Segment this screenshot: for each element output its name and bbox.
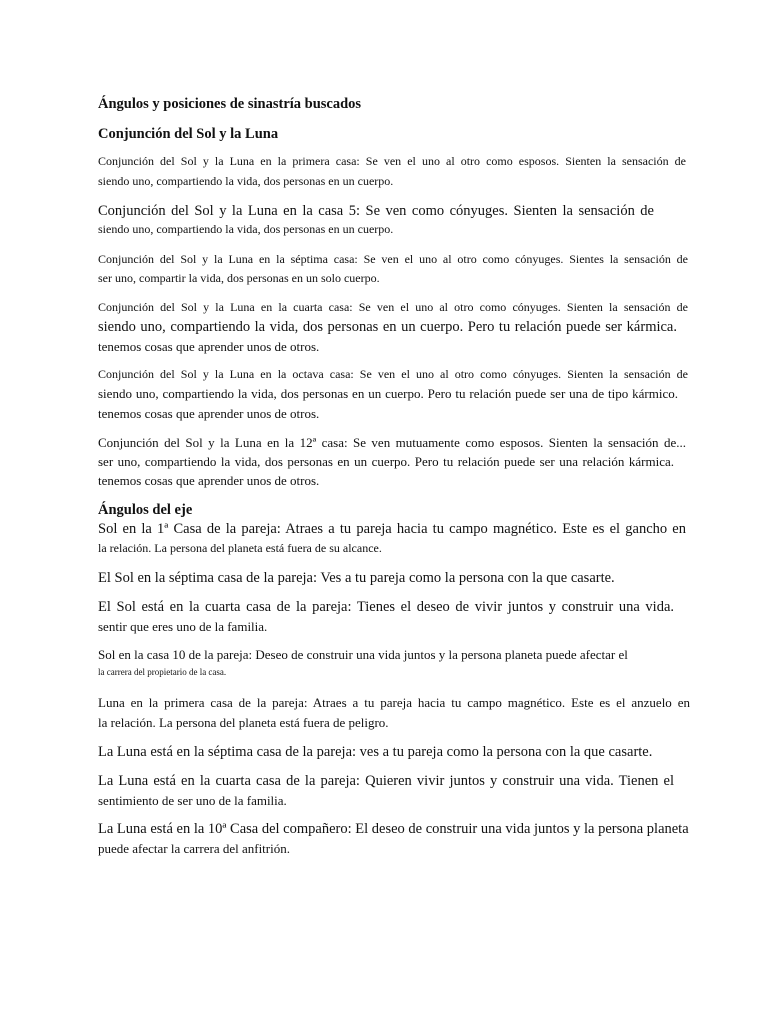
paragraph-line: siendo uno, compartiendo la vida, dos personas en un cuerpo. Pero tu relación puede ser kármica. — [98, 319, 677, 335]
paragraph-line: ser uno, compartiendo la vida, dos personas en un cuerpo. Pero tu relación puede ser una relación kármica. — [98, 454, 674, 469]
paragraph-line: siendo uno, compartiendo la vida, dos personas en un cuerpo. — [98, 222, 394, 236]
document-title: Ángulos y posiciones de sinastría buscados — [98, 96, 362, 112]
paragraph-line: Conjunción del Sol y la Luna en la primera casa: Se ven el uno al otro como esposos. Sienten la sensación de — [98, 154, 686, 168]
paragraph-line: sentimiento de ser uno de la familia. — [98, 793, 287, 808]
section-heading-axis-angles: Ángulos del eje — [98, 502, 193, 518]
paragraph-line: Sol en la 1ª Casa de la pareja: Atraes a tu pareja hacia tu campo magnético. Este es el gancho en — [98, 521, 686, 537]
paragraph-line: El Sol en la séptima casa de la pareja: Ves a tu pareja como la persona con la que casarte. — [98, 570, 615, 586]
paragraph-line: Conjunción del Sol y la Luna en la casa 5: Se ven como cónyuges. Sienten la sensación de — [98, 203, 654, 219]
paragraph-line: la relación. La persona del planeta está fuera de su alcance. — [98, 541, 382, 555]
paragraph-line: puede afectar la carrera del anfitrión. — [98, 841, 290, 856]
paragraph-line: Conjunción del Sol y la Luna en la cuarta casa: Se ven el uno al otro como cónyuges. Sienten la sensación de — [98, 300, 688, 314]
paragraph-line: tenemos cosas que aprender unos de otros. — [98, 406, 320, 421]
paragraph-line: Sol en la casa 10 de la pareja: Deseo de construir una vida juntos y la persona planeta puede afectar el — [98, 647, 628, 662]
paragraph-line: la relación. La persona del planeta está fuera de peligro. — [98, 715, 389, 730]
paragraph-line: Conjunción del Sol y la Luna en la séptima casa: Se ven el uno al otro como cónyuges. Sientes la sensación de — [98, 252, 688, 266]
paragraph-line: Conjunción del Sol y la Luna en la octava casa: Se ven el uno al otro como cónyuges. Sienten la sensación de — [98, 367, 688, 381]
paragraph-line: ser uno, compartir la vida, dos personas en un solo cuerpo. — [98, 271, 380, 285]
section-heading-conjunction: Conjunción del Sol y la Luna — [98, 126, 279, 142]
paragraph-line: siendo uno, compartiendo la vida, dos personas en un cuerpo. — [98, 174, 394, 188]
paragraph-line: Conjunción del Sol y la Luna en la 12ª casa: Se ven mutuamente como esposos. Sienten la sensación de... — [98, 435, 686, 450]
paragraph-line: La Luna está en la séptima casa de la pareja: ves a tu pareja como la persona con la que casarte. — [98, 744, 653, 760]
paragraph-line: tenemos cosas que aprender unos de otros. — [98, 473, 320, 488]
paragraph-line: Luna en la primera casa de la pareja: Atraes a tu pareja hacia tu campo magnético. Este es el anzuelo en — [98, 695, 690, 710]
paragraph-line: La Luna está en la cuarta casa de la pareja: Quieren vivir juntos y construir una vida. Tienen el — [98, 773, 674, 789]
paragraph-line: El Sol está en la cuarta casa de la pareja: Tienes el deseo de vivir juntos y construir una vida. — [98, 599, 674, 615]
paragraph-line: La Luna está en la 10ª Casa del compañero: El deseo de construir una vida juntos y la persona planeta — [98, 821, 689, 837]
paragraph-line: siendo uno, compartiendo la vida, dos personas en un cuerpo. Pero tu relación puede ser una de tipo kármico. — [98, 386, 678, 401]
paragraph-line: sentir que eres uno de la familia. — [98, 619, 268, 634]
paragraph-line: la carrera del propietario de la casa. — [98, 667, 227, 677]
paragraph-line: tenemos cosas que aprender unos de otros. — [98, 339, 320, 354]
